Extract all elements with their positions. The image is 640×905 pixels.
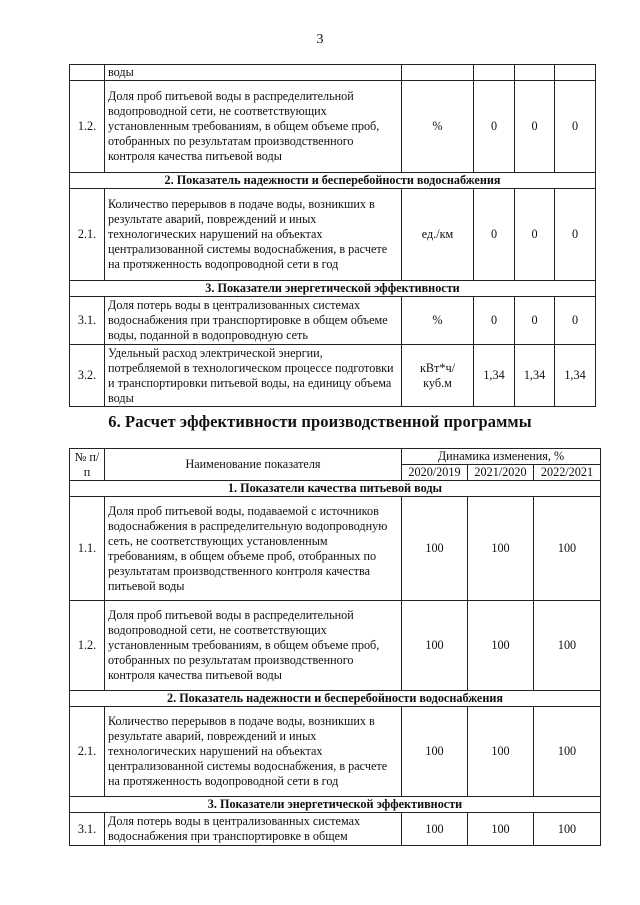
section-heading: 6. Расчет эффективности производственной программы xyxy=(108,412,532,431)
value: 1,34 xyxy=(555,345,596,407)
table-row xyxy=(70,189,596,281)
value: 0 xyxy=(515,81,555,173)
value: 100 xyxy=(468,601,534,691)
value: 0 xyxy=(515,189,555,281)
indicator-name: Доля потерь воды в централизованных системах водоснабжения при транспортировке в общем объеме воды, поданной в водопроводную сеть xyxy=(105,297,402,345)
section-title: 2. Показатель надежности и бесперебойности водоснабжения xyxy=(70,691,601,707)
value: 0 xyxy=(515,297,555,345)
header-dynamics: Динамика изменения, % xyxy=(402,449,601,465)
value: 100 xyxy=(468,497,534,601)
value: 100 xyxy=(468,813,534,846)
unit: % xyxy=(402,297,474,345)
value: 0 xyxy=(474,81,515,173)
value: 0 xyxy=(555,81,596,173)
section-row xyxy=(70,481,601,497)
table-row xyxy=(70,345,596,407)
section-title: 2. Показатель надежности и бесперебойности водоснабжения xyxy=(70,173,596,189)
indicator-name: Удельный расход электрической энергии, потребляемой в технологическом процессе подготовки и транспортировки питьевой воды, на единицу объема воды xyxy=(105,345,402,407)
section-title: 3. Показатели энергетической эффективности xyxy=(70,797,601,813)
value: 100 xyxy=(402,813,468,846)
indicator-name: Количество перерывов в подаче воды, возникших в результате аварий, повреждений и иных технологических нарушений на объектах централизованной системы водоснабжения, в расчете на протяженность водопроводной сети в год xyxy=(105,189,402,281)
value: 100 xyxy=(534,497,601,601)
section-row xyxy=(70,691,601,707)
header-number: № п/п xyxy=(70,449,105,481)
header-year: 2020/2019 xyxy=(402,465,468,481)
section-title: 3. Показатели энергетической эффективности xyxy=(70,281,596,297)
indicator-name: Доля потерь воды в централизованных системах водоснабжения при транспортировке в общем xyxy=(105,813,402,846)
unit: кВт*ч/ куб.м xyxy=(402,345,474,407)
indicator-name: Доля проб питьевой воды в распределительной водопроводной сети, не соответствующих установленным требованиям, в общем объеме проб, отобранных по результатам производственного контроля качества питьевой воды xyxy=(105,601,402,691)
section-row xyxy=(70,797,601,813)
indicators-table xyxy=(69,64,596,407)
value: 100 xyxy=(402,497,468,601)
table-row xyxy=(70,81,596,173)
value: 1,34 xyxy=(474,345,515,407)
unit: % xyxy=(402,81,474,173)
value: 100 xyxy=(402,707,468,797)
section-row xyxy=(70,173,596,189)
header-row xyxy=(70,449,601,465)
table-row xyxy=(70,813,601,846)
value: 100 xyxy=(534,813,601,846)
value: 100 xyxy=(534,601,601,691)
indicator-name: Доля проб питьевой воды, подаваемой с источников водоснабжения в распределительную водопроводную сеть, не соответствующих установленным требованиям, в общем объеме проб, отобранных по результатам производственного контроля качества питьевой воды xyxy=(105,497,402,601)
header-name: Наименование показателя xyxy=(105,449,402,481)
unit: ед./км xyxy=(402,189,474,281)
row-number: 3.2. xyxy=(70,345,105,407)
indicator-name: Количество перерывов в подаче воды, возникших в результате аварий, повреждений и иных технологических нарушений на объектах централизованной системы водоснабжения, в расчете на протяженность водопроводной сети в год xyxy=(105,707,402,797)
indicator-name: воды xyxy=(105,65,402,81)
page-number: 3 xyxy=(316,32,324,47)
section-title: 1. Показатели качества питьевой воды xyxy=(70,481,601,497)
table-row xyxy=(70,65,596,81)
value: 100 xyxy=(402,601,468,691)
section-row xyxy=(70,281,596,297)
row-number: 3.1. xyxy=(70,813,105,846)
row-number: 2.1. xyxy=(70,189,105,281)
value: 0 xyxy=(555,189,596,281)
row-number: 3.1. xyxy=(70,297,105,345)
indicator-name: Доля проб питьевой воды в распределительной водопроводной сети, не соответствующих установленным требованиям, в общем объеме проб, отобранных по результатам производственного контроля качества питьевой воды xyxy=(105,81,402,173)
header-year: 2021/2020 xyxy=(468,465,534,481)
value: 0 xyxy=(474,297,515,345)
table-row xyxy=(70,497,601,601)
row-number: 1.1. xyxy=(70,497,105,601)
value: 0 xyxy=(555,297,596,345)
row-number: 1.2. xyxy=(70,81,105,173)
table-row xyxy=(70,297,596,345)
header-year: 2022/2021 xyxy=(534,465,601,481)
value: 0 xyxy=(474,189,515,281)
efficiency-table xyxy=(69,448,601,846)
row-number: 1.2. xyxy=(70,601,105,691)
table-row xyxy=(70,601,601,691)
value: 100 xyxy=(468,707,534,797)
value: 100 xyxy=(534,707,601,797)
table-row xyxy=(70,707,601,797)
value: 1,34 xyxy=(515,345,555,407)
row-number: 2.1. xyxy=(70,707,105,797)
